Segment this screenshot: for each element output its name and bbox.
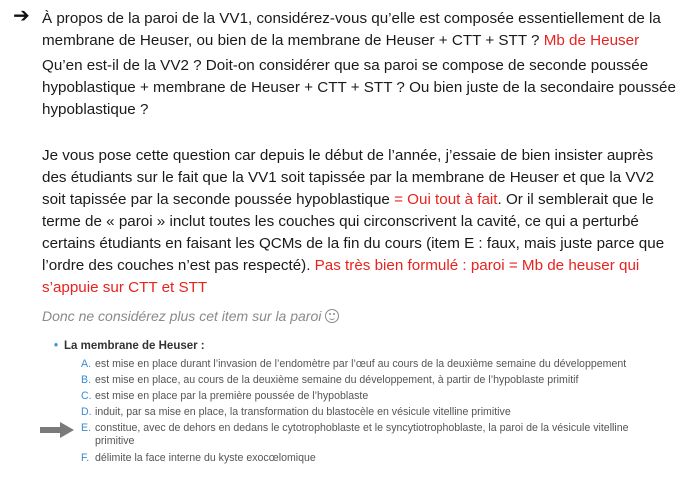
smiley-icon [325,309,339,323]
answer-text: Mb de Heuser [543,32,640,49]
question-line: Qu’en est-il de la VV2 ? Doit-on considérer que sa paroi se compose de seconde poussée [42,57,649,74]
question-line: soit tapissée par la seconde poussée hypoblastique = Oui tout à fait. Or il semblerait que le [42,191,654,208]
question-line: À propos de la paroi de la VV1, considérez-vous qu’elle est composée essentiellement de la [42,10,661,27]
quiz-option: B. est mise en place, au cours de la deuxième semaine du développement, à partir de l’hypoblaste primitif [81,374,579,386]
question-line: hypoblastique ? [42,101,149,118]
question-line: terme de « paroi » inclut toutes les couches qui circonscrivent la cavité, ce qui a perturbé [42,213,639,230]
quiz-option: C. est mise en place par la première poussée de l’hypoblaste [81,390,369,402]
answer-text: Pas très bien formulé : paroi = Mb de heuser qui [314,257,640,274]
question-line: certains étudiants en faisant les QCMs de la fin du cours (item E : faux, mais juste parce que [42,235,665,252]
question-line: l’ordre des couches n’est pas respecté). Pas très bien formulé : paroi = Mb de heuser qui [42,257,640,274]
quiz-option: A. est mise en place durant l’invasion de l’endomètre par l’œuf au cours de la deuxième semaine du développement [81,358,627,370]
quiz-option: E. constitue, avec de dehors en dedans le cytotrophoblaste et le syncytiotrophoblaste, la paroi de la vésicule vitelline primitive [81,422,629,447]
answer-text: s’appuie sur CTT et STT [42,279,208,296]
bullet-arrow-icon: ➔ [13,5,30,27]
bullet-dot-icon: • [54,340,59,352]
answer-text: = Oui tout à fait [394,191,498,208]
question-line: hypoblastique + membrane de Heuser + CTT + STT ? Ou bien juste de la secondaire poussée [42,79,676,96]
question-line: des étudiants sur le fait que la VV1 soit tapissée par la membrane de Heuser et que la VV2 [42,169,655,186]
pointer-arrow-icon [40,422,74,438]
note-text: Donc ne considérez plus cet item sur la paroi [42,308,339,324]
quiz-option: F. délimite la face interne du kyste exocœlomique [81,452,316,464]
question-line: Je vous pose cette question car depuis le début de l’année, j’essaie de bien insister auprès [42,147,654,164]
question-line [42,277,207,299]
question-line: membrane de Heuser, ou bien de la membrane de Heuser + CTT + STT ? Mb de Heuser [42,32,640,49]
quiz-option: D. induit, par sa mise en place, la transformation du blastocèle en vésicule vitelline primitive [81,406,511,418]
quiz-title: • La membrane de Heuser : [54,340,205,352]
